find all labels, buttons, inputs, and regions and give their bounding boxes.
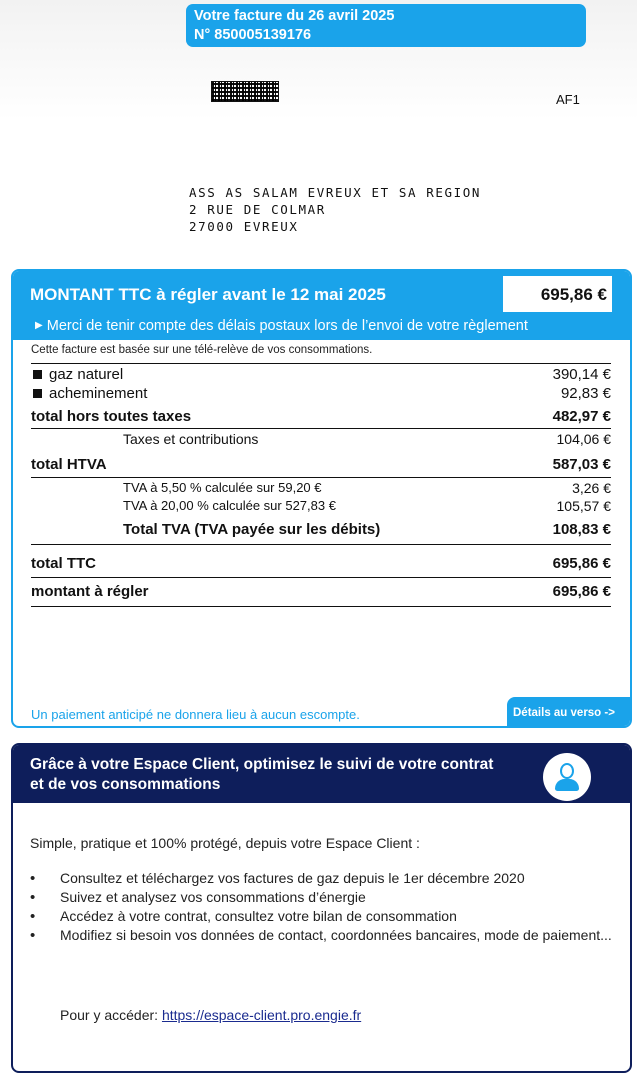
list-item: • Suivez et analysez vos consommations d’énergie <box>30 889 620 906</box>
play-arrow-icon: ▶ <box>35 320 43 331</box>
espace-client-link[interactable]: https://espace-client.pro.engie.fr <box>161 1007 362 1023</box>
line-due <box>31 583 611 603</box>
line-taxes <box>31 431 611 451</box>
address-line-3: 27000 EVREUX <box>189 219 299 234</box>
due-label: montant à régler <box>31 583 149 600</box>
tva2-value: 105,57 € <box>556 498 611 514</box>
client-space-card <box>11 743 632 1073</box>
ttc-value: 695,86 € <box>552 555 611 572</box>
taxes-value: 104,06 € <box>556 431 611 447</box>
ttc-label: total TTC <box>31 555 96 572</box>
line-tva-2 <box>31 498 611 518</box>
address-line-2: 2 RUE DE COLMAR <box>189 202 326 217</box>
line-divider <box>31 477 611 478</box>
gaz-label: gaz naturel <box>49 366 124 383</box>
due-value: 695,86 € <box>552 583 611 600</box>
line-acheminement <box>31 385 611 405</box>
avatar-head-shape <box>560 763 574 779</box>
invoice-title: Votre facture du 26 avril 2025 <box>194 8 395 24</box>
line-divider <box>31 544 611 545</box>
tva2-label: TVA à 20,00 % calculée sur 527,83 € <box>123 498 336 513</box>
datamatrix-code-icon <box>211 81 279 102</box>
access-label: Pour y accéder: <box>60 1007 159 1023</box>
details-verso-button[interactable]: Détails au verso -> <box>507 697 632 728</box>
line-ttc <box>31 555 611 575</box>
line-hors-taxes <box>31 408 611 428</box>
recipient-address <box>189 184 481 235</box>
taxes-label: Taxes et contributions <box>123 431 259 447</box>
htva-value: 587,03 € <box>552 456 611 473</box>
line-tva-1 <box>31 480 611 500</box>
ach-label: acheminement <box>49 385 148 402</box>
htva-label: total HTVA <box>31 456 107 473</box>
invoice-number: N° 850005139176 <box>194 27 312 43</box>
client-space-title: Grâce à votre Espace Client, optimisez le suivi de votre contrat et de vos consommations <box>30 756 494 793</box>
amount-due-card <box>11 269 632 728</box>
line-tva-total <box>31 521 611 541</box>
list-item: • Accédez à votre contrat, consultez votre bilan de consommation <box>30 908 620 925</box>
client-access <box>60 1007 361 1023</box>
line-divider <box>31 428 611 429</box>
tele-reading-note: Cette facture est basée sur une télé-relève de vos consommations. <box>31 344 373 356</box>
avatar-body-shape <box>555 779 579 791</box>
amount-due-value: 695,86 € <box>503 276 612 312</box>
hors-taxes-value: 482,97 € <box>552 408 611 425</box>
list-item: • Consultez et téléchargez vos factures de gaz depuis le 1er décembre 2020 <box>30 870 620 887</box>
reference-code: AF1 <box>556 92 580 107</box>
ach-value: 92,83 € <box>560 385 611 402</box>
hors-taxes-label: total hors toutes taxes <box>31 408 192 425</box>
postal-note <box>35 318 528 334</box>
list-item: • Modifiez si besoin vos données de contact, coordonnées bancaires, mode de paiement... <box>30 927 620 944</box>
line-gaz <box>31 366 611 386</box>
square-bullet-icon <box>33 389 42 398</box>
invoice-header <box>186 4 586 47</box>
client-space-intro: Simple, pratique et 100% protégé, depuis votre Espace Client : <box>30 835 420 851</box>
square-bullet-icon <box>33 370 42 379</box>
advance-payment-note: Un paiement anticipé ne donnera lieu à aucun escompte. <box>31 707 360 722</box>
postal-note-text: Merci de tenir compte des délais postaux lors de l’envoi de votre règlement <box>46 318 528 334</box>
line-htva <box>31 456 611 476</box>
line-divider <box>31 363 611 364</box>
tva1-value: 3,26 € <box>572 480 611 496</box>
client-space-list <box>30 870 620 946</box>
tva1-label: TVA à 5,50 % calculée sur 59,20 € <box>123 480 322 495</box>
tva-total-label: Total TVA (TVA payée sur les débits) <box>123 521 381 538</box>
tva-total-value: 108,83 € <box>552 521 611 538</box>
line-divider <box>31 577 611 578</box>
user-avatar-icon <box>543 753 591 801</box>
amount-due-title: MONTANT TTC à régler avant le 12 mai 2025 <box>30 285 386 304</box>
gaz-value: 390,14 € <box>552 366 611 383</box>
line-divider <box>31 606 611 607</box>
address-line-1: ASS AS SALAM EVREUX ET SA REGION <box>189 185 482 200</box>
